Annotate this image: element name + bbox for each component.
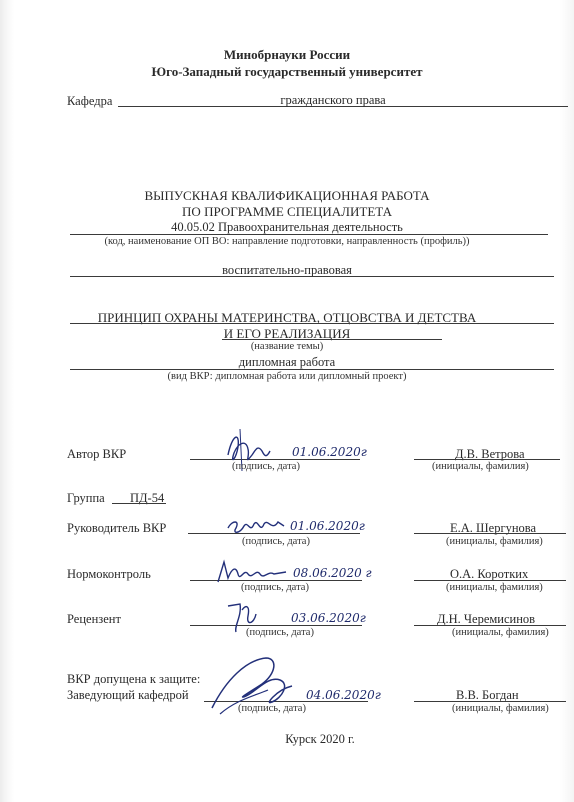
program-line (70, 234, 548, 235)
topic-line2-underline (222, 339, 442, 340)
topic-line1-underline (70, 323, 554, 324)
head-date: 04.06.2020г (306, 688, 381, 702)
author-sign-caption: (подпись, дата) (232, 461, 300, 472)
topic-caption: (название темы) (250, 341, 324, 352)
program-name: 40.05.02 Правоохранительная деятельность (171, 220, 403, 234)
topic-line2: И ЕГО РЕАЛИЗАЦИЯ (223, 326, 351, 341)
group-value: ПД-54 (130, 491, 165, 505)
program-caption: (код, наименование ОП ВО: направление подготовки, направленность (профиль)) (104, 236, 470, 247)
work-title-line1: ВЫПУСКНАЯ КВАЛИФИКАЦИОННАЯ РАБОТА (144, 188, 430, 203)
head-sign-caption: (подпись, дата) (238, 703, 306, 714)
reviewer-name: Д.Н. Черемисинов (437, 612, 536, 626)
university-name: Юго-Западный государственный университет (151, 64, 423, 79)
head-role: Заведующий кафедрой (67, 688, 189, 702)
ministry-name: Минобрнауки России (223, 47, 351, 62)
work-kind-caption: (вид ВКР: дипломная работа или дипломный проект) (167, 371, 407, 382)
department-value: гражданского права (280, 93, 386, 107)
author-name-line (414, 459, 560, 460)
group-line (112, 503, 166, 504)
department-label: Кафедра (67, 94, 113, 108)
supervisor-role: Руководитель ВКР (67, 521, 167, 535)
supervisor-name-caption: (инициалы, фамилия) (446, 536, 543, 547)
author-name-caption: (инициалы, фамилия) (432, 461, 529, 472)
author-name: Д.В. Ветрова (455, 447, 525, 461)
topic-line1: ПРИНЦИП ОХРАНЫ МАТЕРИНСТВА, ОТЦОВСТВА И ДЕТСТВА (97, 310, 477, 325)
work-kind-line (70, 369, 554, 370)
supervisor-date: 01.06.2020г (290, 519, 365, 533)
head-name-caption: (инициалы, фамилия) (452, 703, 549, 714)
supervisor-name: Е.А. Шергунова (450, 521, 537, 535)
work-kind: дипломная работа (238, 355, 336, 369)
reviewer-sign-line (190, 625, 362, 626)
normcontrol-name-caption: (инициалы, фамилия) (446, 582, 543, 593)
head-name-line (414, 701, 566, 702)
normcontrol-role: Нормоконтроль (67, 567, 151, 581)
city-year: Курск 2020 г. (285, 732, 355, 746)
normcontrol-sign-caption: (подпись, дата) (241, 582, 309, 593)
reviewer-name-line (414, 625, 566, 626)
group-label: Группа (67, 491, 105, 505)
normcontrol-name-line (414, 580, 566, 581)
work-title-line2: ПО ПРОГРАММЕ СПЕЦИАЛИТЕТА (182, 204, 392, 219)
admitted-label: ВКР допущена к защите: (67, 672, 201, 686)
reviewer-date: 03.06.2020г (291, 611, 366, 625)
normcontrol-date: 08.06.2020 г (293, 566, 372, 580)
reviewer-sign-caption: (подпись, дата) (246, 627, 314, 638)
supervisor-sign-caption: (подпись, дата) (242, 536, 310, 547)
reviewer-name-caption: (инициалы, фамилия) (452, 627, 549, 638)
author-date: 01.06.2020г (292, 445, 367, 459)
reviewer-role: Рецензент (67, 612, 121, 626)
specialization-line (70, 276, 554, 277)
author-role: Автор ВКР (67, 447, 127, 461)
head-name: В.В. Богдан (456, 688, 519, 702)
supervisor-name-line (414, 533, 566, 534)
specialization: воспитательно-правовая (222, 263, 352, 277)
normcontrol-name: О.А. Коротких (450, 567, 529, 581)
